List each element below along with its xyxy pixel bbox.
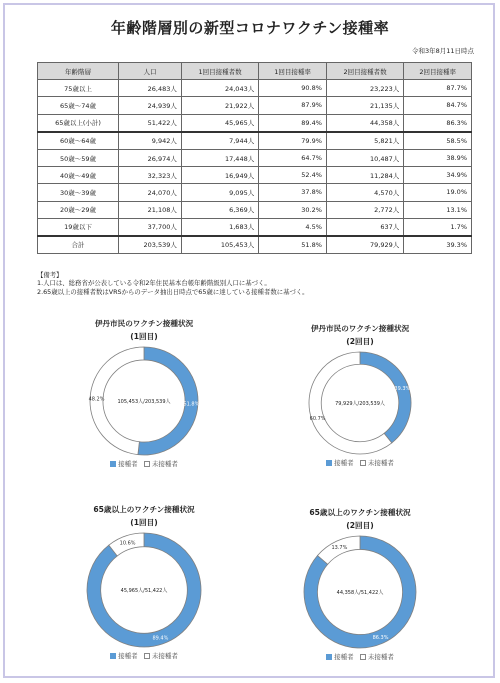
vaccination-table xyxy=(37,62,472,254)
cell-first-dose-rate: 37.8% xyxy=(259,184,327,201)
cell-first-dose-count: 21,922人 xyxy=(181,97,258,114)
cell-second-dose-count: 2,772人 xyxy=(326,201,403,218)
legend-swatch-vaccinated xyxy=(110,461,116,467)
table-row xyxy=(38,80,472,97)
cell-population: 32,323人 xyxy=(119,167,182,184)
table-row xyxy=(38,149,472,166)
cell-population: 24,070人 xyxy=(119,184,182,201)
cell-second-dose-rate: 13.1% xyxy=(404,201,472,218)
header-first-dose-count: 1回目接種者数 xyxy=(181,63,258,80)
chart-legend xyxy=(250,458,470,467)
cell-second-dose-count: 637人 xyxy=(326,218,403,236)
slice-label-unvaccinated: 60.7% xyxy=(309,415,326,422)
legend-swatch-unvaccinated xyxy=(360,654,366,660)
chart-title: 65歳以上のワクチン接種状況 xyxy=(309,508,411,517)
legend-label-unvaccinated: 未接種者 xyxy=(367,459,394,467)
table-row xyxy=(38,201,472,218)
slice-label-vaccinated: 51.8% xyxy=(183,401,200,408)
legend-swatch-unvaccinated xyxy=(144,653,150,659)
legend-label-vaccinated: 接種者 xyxy=(118,652,138,660)
cell-second-dose-count: 10,487人 xyxy=(326,149,403,166)
as-of-date: 令和3年8月11日時点 xyxy=(411,47,474,55)
chart-title: 伊丹市民のワクチン接種状況 xyxy=(310,324,410,333)
cell-first-dose-rate: 90.8% xyxy=(259,80,327,97)
donut-center-label: 45,965人/51,422人 xyxy=(120,588,168,594)
cell-first-dose-rate: 30.2% xyxy=(259,201,327,218)
donut-slice-vaccinated xyxy=(360,352,411,443)
cell-second-dose-rate: 86.3% xyxy=(404,114,472,132)
chart-legend xyxy=(34,651,254,660)
table-row xyxy=(38,184,472,201)
cell-first-dose-rate: 4.5% xyxy=(259,218,327,236)
header-population: 人口 xyxy=(119,63,182,80)
notes-line-2: 2.65歳以上の接種者数はVRSからのデータ抽出日時点で65歳に達している接種者数に基づく。 xyxy=(37,287,309,296)
cell-population: 26,483人 xyxy=(119,80,182,97)
chart-legend xyxy=(250,652,470,661)
chart-subtitle: (1回目) xyxy=(130,332,158,341)
table-header-row xyxy=(38,63,472,80)
cell-second-dose-rate: 19.0% xyxy=(404,184,472,201)
donut-plot xyxy=(290,348,430,458)
cell-population: 203,539人 xyxy=(119,236,182,254)
cell-age-group: 19歳以下 xyxy=(38,218,119,236)
cell-age-group: 40歳～49歳 xyxy=(38,167,119,184)
cell-second-dose-count: 4,570人 xyxy=(326,184,403,201)
donut-center-label: 105,453人/203,539人 xyxy=(117,399,171,405)
cell-age-group: 30歳～39歳 xyxy=(38,184,119,201)
legend-label-unvaccinated: 未接種者 xyxy=(367,653,394,661)
donut-center-label: 79,929人/203,539人 xyxy=(335,401,385,407)
header-second-dose-count: 2回目接種者数 xyxy=(326,63,403,80)
cell-population: 21,108人 xyxy=(119,201,182,218)
legend-label-vaccinated: 接種者 xyxy=(334,653,354,661)
cell-age-group: 50歳～59歳 xyxy=(38,149,119,166)
cell-second-dose-count: 11,284人 xyxy=(326,167,403,184)
cell-age-group: 75歳以上 xyxy=(38,80,119,97)
legend-swatch-unvaccinated xyxy=(144,461,150,467)
cell-age-group: 65歳～74歳 xyxy=(38,97,119,114)
notes-line-1: 1.人口は、総務省が公表している令和2年住民基本台帳年齢階級別人口に基づく。 xyxy=(37,279,271,288)
cell-first-dose-rate: 79.9% xyxy=(259,132,327,150)
donut-plot xyxy=(74,529,214,651)
cell-first-dose-rate: 89.4% xyxy=(259,114,327,132)
donut-chart-city-first-dose xyxy=(34,317,254,468)
cell-first-dose-count: 17,448人 xyxy=(181,149,258,166)
cell-first-dose-rate: 52.4% xyxy=(259,167,327,184)
cell-second-dose-rate: 1.7% xyxy=(404,218,472,236)
slice-label-vaccinated: 89.4% xyxy=(152,635,169,642)
cell-age-group: 合計 xyxy=(38,236,119,254)
cell-second-dose-rate: 87.7% xyxy=(404,80,472,97)
chart-title: 伊丹市民のワクチン接種状況 xyxy=(94,319,194,328)
table-row xyxy=(38,218,472,236)
cell-population: 26,974人 xyxy=(119,149,182,166)
cell-age-group: 20歳～29歳 xyxy=(38,201,119,218)
slice-label-unvaccinated: 10.6% xyxy=(119,540,136,547)
cell-second-dose-count: 79,929人 xyxy=(326,236,403,254)
chart-subtitle: (2回目) xyxy=(346,521,374,530)
header-first-dose-rate: 1回目接種率 xyxy=(259,63,327,80)
slice-label-unvaccinated: 13.7% xyxy=(331,545,348,552)
donut-chart-elderly-second-dose xyxy=(250,506,470,661)
cell-first-dose-rate: 87.9% xyxy=(259,97,327,114)
slice-label-vaccinated: 86.3% xyxy=(372,634,389,641)
donut-plot xyxy=(290,532,430,652)
table-row xyxy=(38,132,472,150)
table-row xyxy=(38,167,472,184)
cell-second-dose-count: 44,358人 xyxy=(326,114,403,132)
cell-second-dose-rate: 38.9% xyxy=(404,149,472,166)
table-row-total xyxy=(38,236,472,254)
legend-label-unvaccinated: 未接種者 xyxy=(151,460,178,468)
slice-label-unvaccinated: 48.2% xyxy=(88,396,105,403)
legend-label-unvaccinated: 未接種者 xyxy=(151,652,178,660)
legend-swatch-vaccinated xyxy=(326,654,332,660)
cell-first-dose-count: 7,944人 xyxy=(181,132,258,150)
cell-first-dose-count: 45,965人 xyxy=(181,114,258,132)
cell-population: 51,422人 xyxy=(119,114,182,132)
header-second-dose-rate: 2回目接種率 xyxy=(404,63,472,80)
cell-second-dose-rate: 39.3% xyxy=(404,236,472,254)
cell-first-dose-count: 9,095人 xyxy=(181,184,258,201)
legend-label-vaccinated: 接種者 xyxy=(334,459,354,467)
cell-first-dose-count: 105,453人 xyxy=(181,236,258,254)
table-row-subtotal xyxy=(38,114,472,132)
cell-population: 37,700人 xyxy=(119,218,182,236)
table-row xyxy=(38,97,472,114)
donut-chart-city-second-dose xyxy=(250,322,470,467)
legend-swatch-vaccinated xyxy=(110,653,116,659)
page-title: 年齢階層別の新型コロナワクチン接種率 xyxy=(110,19,390,37)
legend-swatch-vaccinated xyxy=(326,460,332,466)
notes xyxy=(37,271,309,296)
cell-first-dose-count: 6,369人 xyxy=(181,201,258,218)
cell-first-dose-count: 1,683人 xyxy=(181,218,258,236)
chart-subtitle: (1回目) xyxy=(130,518,158,527)
header-age-group: 年齢階層 xyxy=(38,63,119,80)
cell-population: 9,942人 xyxy=(119,132,182,150)
cell-second-dose-count: 23,223人 xyxy=(326,80,403,97)
notes-heading: 【備考】 xyxy=(37,271,63,279)
cell-first-dose-rate: 64.7% xyxy=(259,149,327,166)
cell-second-dose-count: 21,135人 xyxy=(326,97,403,114)
chart-subtitle: (2回目) xyxy=(346,337,374,346)
chart-legend xyxy=(34,459,254,468)
donut-chart-elderly-first-dose xyxy=(34,503,254,660)
cell-age-group: 60歳～64歳 xyxy=(38,132,119,150)
cell-second-dose-rate: 34.9% xyxy=(404,167,472,184)
donut-center-label: 44,358人/51,422人 xyxy=(336,590,384,596)
cell-first-dose-rate: 51.8% xyxy=(259,236,327,254)
cell-second-dose-rate: 84.7% xyxy=(404,97,472,114)
chart-title: 65歳以上のワクチン接種状況 xyxy=(93,505,195,514)
cell-population: 24,939人 xyxy=(119,97,182,114)
cell-second-dose-count: 5,821人 xyxy=(326,132,403,150)
cell-first-dose-count: 24,043人 xyxy=(181,80,258,97)
legend-label-vaccinated: 接種者 xyxy=(118,460,138,468)
cell-first-dose-count: 16,949人 xyxy=(181,167,258,184)
legend-swatch-unvaccinated xyxy=(360,460,366,466)
slice-label-vaccinated: 39.3% xyxy=(394,386,411,393)
cell-age-group: 65歳以上(小計) xyxy=(38,114,119,132)
donut-plot xyxy=(74,343,214,459)
cell-second-dose-rate: 58.5% xyxy=(404,132,472,150)
